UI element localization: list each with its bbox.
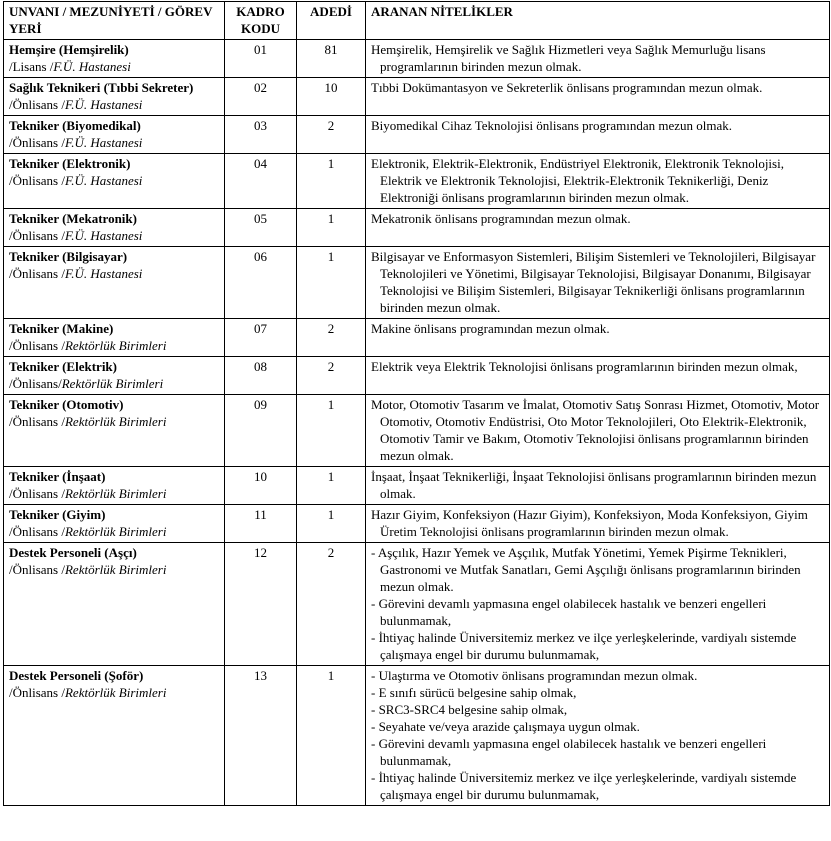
qualification-item: Tıbbi Dokümantasyon ve Sekreterlik önlisans programından mezun olmak. [371, 80, 763, 95]
position-cell [4, 543, 225, 666]
count-cell: 1 [297, 209, 366, 247]
education-level: /Önlisans / [9, 562, 65, 577]
header-count: ADEDİ [297, 2, 366, 40]
position-title: Tekniker (Otomotiv) [9, 397, 124, 412]
position-cell [4, 395, 225, 467]
qualification-item: - Seyahate ve/veya arazide çalışmaya uygun olmak. [371, 719, 640, 734]
code-cell: 01 [225, 40, 297, 78]
code-cell: 13 [225, 666, 297, 806]
qualification-item: Elektrik veya Elektrik Teknolojisi önlisans programlarının birinden mezun olmak, [371, 359, 798, 374]
position-cell [4, 467, 225, 505]
qualifications-cell [366, 467, 830, 505]
duty-unit: Rektörlük Birimleri [64, 486, 167, 501]
position-education [9, 172, 219, 189]
duty-unit: F.Ü. Hastanesi [64, 266, 143, 281]
position-cell [4, 116, 225, 154]
table-row [4, 116, 830, 154]
position-title: Hemşire (Hemşirelik) [9, 42, 129, 57]
qualification-item: Motor, Otomotiv Tasarım ve İmalat, Otomotiv Satış Sonrası Hizmet, Otomotiv, Motor Otomotiv, Otomotiv Endüstrisi, Oto Motor Teknolojileri, Oto Elektrik-Elektronik, Otomotiv Tamir ve Bakım, Otomotiv Teknolojisi önlisans programlarının birinden mezun olmak. [371, 397, 820, 463]
position-title: Tekniker (Giyim) [9, 507, 106, 522]
position-title: Tekniker (Elektrik) [9, 359, 117, 374]
education-level: /Önlisans / [9, 338, 65, 353]
duty-unit: F.Ü. Hastanesi [64, 97, 143, 112]
positions-table [3, 1, 830, 806]
table-row [4, 505, 830, 543]
qualification-item: - E sınıfı sürücü belgesine sahip olmak, [371, 685, 577, 700]
duty-unit: Rektörlük Birimleri [64, 524, 167, 539]
code-cell: 07 [225, 319, 297, 357]
duty-unit: Rektörlük Birimleri [64, 414, 167, 429]
position-title: Destek Personeli (Aşçı) [9, 545, 137, 560]
table-row [4, 467, 830, 505]
duty-unit: F.Ü. Hastanesi [64, 228, 143, 243]
qualifications-cell [366, 40, 830, 78]
qualifications-cell [366, 395, 830, 467]
count-cell: 2 [297, 319, 366, 357]
qualification-item: Makine önlisans programından mezun olmak. [371, 321, 610, 336]
position-education [9, 485, 219, 502]
duty-unit: Rektörlük Birimleri [64, 685, 167, 700]
qualification-item: - Görevini devamlı yapmasına engel olabilecek hastalık ve benzeri engelleri bulunmamak, [371, 596, 767, 628]
position-cell [4, 319, 225, 357]
duty-unit: F.Ü. Hastanesi [64, 135, 143, 150]
table-row [4, 78, 830, 116]
education-level: /Önlisans / [9, 266, 65, 281]
position-cell [4, 505, 225, 543]
education-level: /Önlisans / [9, 135, 65, 150]
table-row [4, 395, 830, 467]
qualifications-cell [366, 505, 830, 543]
education-level: /Önlisans / [9, 414, 65, 429]
qualification-item: Mekatronik önlisans programından mezun olmak. [371, 211, 631, 226]
table-row [4, 247, 830, 319]
qualification-item: - Görevini devamlı yapmasına engel olabilecek hastalık ve benzeri engelleri bulunmamak, [371, 736, 767, 768]
position-title: Tekniker (Elektronik) [9, 156, 131, 171]
qualifications-cell [366, 209, 830, 247]
education-level: /Lisans / [9, 59, 54, 74]
header-position: UNVANI / MEZUNİYETİ / GÖREV YERİ [4, 2, 225, 40]
count-cell: 1 [297, 467, 366, 505]
count-cell: 81 [297, 40, 366, 78]
duty-unit: Rektörlük Birimleri [61, 376, 164, 391]
qualification-item: - SRC3-SRC4 belgesine sahip olmak, [371, 702, 568, 717]
position-title: Tekniker (İnşaat) [9, 469, 106, 484]
code-cell: 11 [225, 505, 297, 543]
position-cell [4, 209, 225, 247]
duty-unit: Rektörlük Birimleri [64, 562, 167, 577]
position-education [9, 561, 219, 578]
table-row [4, 209, 830, 247]
education-level: /Önlisans / [9, 486, 65, 501]
count-cell: 2 [297, 543, 366, 666]
position-cell [4, 154, 225, 209]
code-cell: 09 [225, 395, 297, 467]
code-cell: 12 [225, 543, 297, 666]
position-title: Destek Personeli (Şoför) [9, 668, 144, 683]
count-cell: 1 [297, 154, 366, 209]
table-row [4, 357, 830, 395]
position-education [9, 413, 219, 430]
qualifications-cell [366, 154, 830, 209]
education-level: /Önlisans / [9, 173, 65, 188]
position-cell [4, 357, 225, 395]
education-level: /Önlisans/ [9, 376, 62, 391]
qualification-item: - İhtiyaç halinde Üniversitemiz merkez ve ilçe yerleşkelerinde, vardiyalı sistemde çalışmaya engel bir durumu bulunmamak, [371, 630, 797, 662]
position-title: Tekniker (Mekatronik) [9, 211, 137, 226]
position-title: Tekniker (Makine) [9, 321, 114, 336]
position-education [9, 96, 219, 113]
position-education [9, 134, 219, 151]
table-row [4, 666, 830, 806]
count-cell: 10 [297, 78, 366, 116]
code-cell: 02 [225, 78, 297, 116]
header-qualifications: ARANAN NİTELİKLER [366, 2, 830, 40]
duty-unit: Rektörlük Birimleri [64, 338, 167, 353]
code-cell: 06 [225, 247, 297, 319]
position-education [9, 523, 219, 540]
education-level: /Önlisans / [9, 524, 65, 539]
position-cell [4, 666, 225, 806]
code-cell: 08 [225, 357, 297, 395]
education-level: /Önlisans / [9, 97, 65, 112]
qualifications-cell [366, 78, 830, 116]
position-education [9, 337, 219, 354]
qualification-item: İnşaat, İnşaat Teknikerliği, İnşaat Teknolojisi önlisans programlarının birinden mezun olmak. [371, 469, 817, 501]
qualification-item: Hemşirelik, Hemşirelik ve Sağlık Hizmetleri veya Sağlık Memurluğu lisans programlarının birinden mezun olmak. [371, 42, 766, 74]
qualification-item: Elektronik, Elektrik-Elektronik, Endüstriyel Elektronik, Elektronik Teknolojisi, Elektrik ve Elektronik Teknolojisi, Elektrik-Elektronik Teknikerliği, Deniz Elektroniği önlisans programlarının birinden mezun olmak. [371, 156, 784, 205]
qualification-item: Hazır Giyim, Konfeksiyon (Hazır Giyim), Konfeksiyon, Moda Konfeksiyon, Giyim Üretim Teknolojisi önlisans programlarının birinden mezun olmak. [371, 507, 808, 539]
qualification-item: Bilgisayar ve Enformasyon Sistemleri, Bilişim Sistemleri ve Teknolojileri, Bilgisayar Teknolojileri ve Yönetimi, Bilgisayar Teknolojisi, Bilgisayar Donanımı, Bilgisayar Teknolojisi ve Bilişim Sistemleri, Bilgisayar Teknikerliği önlisans programlarının birinden mezun olmak. [371, 249, 816, 315]
qualification-item: Biyomedikal Cihaz Teknolojisi önlisans programından mezun olmak. [371, 118, 732, 133]
position-cell [4, 78, 225, 116]
code-cell: 03 [225, 116, 297, 154]
count-cell: 2 [297, 357, 366, 395]
count-cell: 1 [297, 247, 366, 319]
code-cell: 05 [225, 209, 297, 247]
qualifications-cell [366, 116, 830, 154]
position-education [9, 265, 219, 282]
table-header-row [4, 2, 830, 40]
code-cell: 10 [225, 467, 297, 505]
position-education [9, 684, 219, 701]
table-body [4, 40, 830, 806]
count-cell: 1 [297, 505, 366, 543]
qualifications-cell [366, 247, 830, 319]
position-education [9, 227, 219, 244]
table-row [4, 319, 830, 357]
count-cell: 2 [297, 116, 366, 154]
qualification-item: - Aşçılık, Hazır Yemek ve Aşçılık, Mutfak Yönetimi, Yemek Pişirme Teknikleri, Gastronomi ve Mutfak Sanatları, Gemi Aşçılığı önlisans programlarının birinden mezun olmak. [371, 545, 801, 594]
qualifications-cell [366, 543, 830, 666]
code-cell: 04 [225, 154, 297, 209]
position-cell [4, 247, 225, 319]
qualifications-cell [366, 666, 830, 806]
duty-unit: F.Ü. Hastanesi [53, 59, 131, 74]
position-title: Tekniker (Bilgisayar) [9, 249, 128, 264]
qualifications-cell [366, 319, 830, 357]
education-level: /Önlisans / [9, 685, 65, 700]
header-code: KADRO KODU [225, 2, 297, 40]
table-row [4, 543, 830, 666]
education-level: /Önlisans / [9, 228, 65, 243]
table-row [4, 154, 830, 209]
position-education [9, 58, 219, 75]
position-education [9, 375, 219, 392]
duty-unit: F.Ü. Hastanesi [64, 173, 143, 188]
table-row [4, 40, 830, 78]
position-title: Sağlık Teknikeri (Tıbbi Sekreter) [9, 80, 194, 95]
qualifications-cell [366, 357, 830, 395]
count-cell: 1 [297, 395, 366, 467]
qualification-item: - İhtiyaç halinde Üniversitemiz merkez ve ilçe yerleşkelerinde, vardiyalı sistemde çalışmaya engel bir durumu bulunmamak, [371, 770, 797, 802]
qualification-item: - Ulaştırma ve Otomotiv önlisans programından mezun olmak. [371, 668, 698, 683]
position-title: Tekniker (Biyomedikal) [9, 118, 141, 133]
position-cell [4, 40, 225, 78]
count-cell: 1 [297, 666, 366, 806]
